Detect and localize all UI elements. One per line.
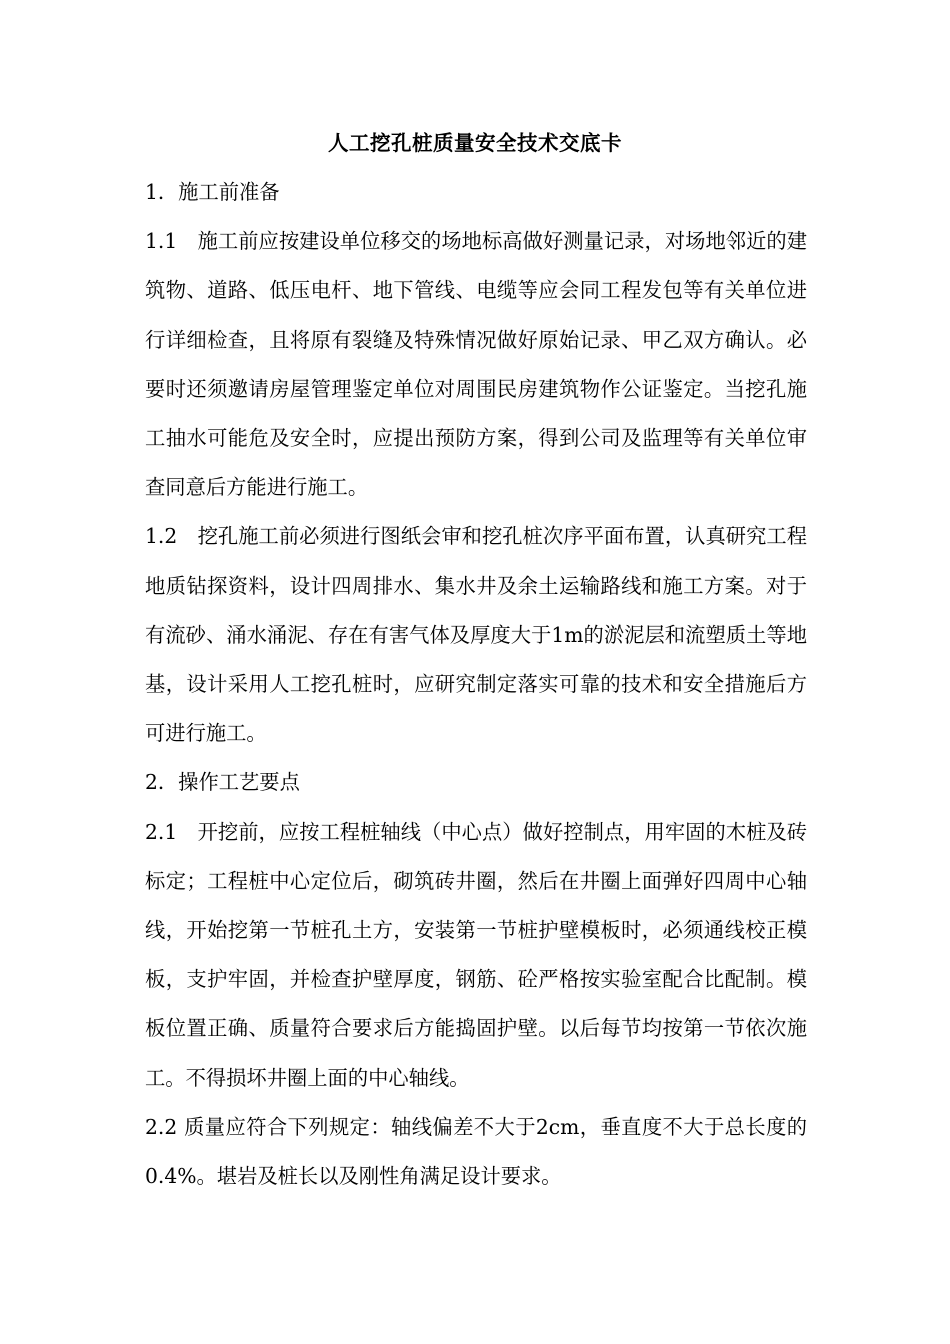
document-body (145, 168, 807, 1201)
section-heading-operation: 2．操作工艺要点 (145, 770, 300, 795)
document-title: 人工挖孔桩质量安全技术交底卡 (328, 131, 622, 155)
paragraph-2-1: 2.1 开挖前，应按工程桩轴线（中心点）做好控制点，用牢固的木桩及砖标定；工程桩中心定位后，砌筑砖井圈，然后在井圈上面弹好四周中心轴线，开始挖第一节桩孔土方，安装第一节桩护壁模板时，必须通线校正模板，支护牢固，并检查护壁厚度，钢筋、砼严格按实验室配合比配制。模板位置正确、质量符合要求后方能捣固护壁。以后每节均按第一节依次施工。不得损坏井圈上面的中心轴线。 (145, 819, 807, 1090)
paragraph-1-2: 1.2 挖孔施工前必须进行图纸会审和挖孔桩次序平面布置，认真研究工程地质钻探资料，设计四周排水、集水井及余土运输路线和施工方案。对于有流砂、涌水涌泥、存在有害气体及厚度大于1m的淤泥层和流塑质土等地基，设计采用人工挖孔桩时，应研究制定落实可靠的技术和安全措施后方可进行施工。 (145, 524, 807, 746)
paragraph-1-1: 1.1 施工前应按建设单位移交的场地标高做好测量记录，对场地邻近的建筑物、道路、低压电杆、地下管线、电缆等应会同工程发包等有关单位进行详细检查，且将原有裂缝及特殊情况做好原始记录、甲乙双方确认。必要时还须邀请房屋管理鉴定单位对周围民房建筑物作公证鉴定。当挖孔施工抽水可能危及安全时，应提出预防方案，得到公司及监理等有关单位审查同意后方能进行施工。 (145, 229, 807, 500)
section-heading-preparation: 1．施工前准备 (145, 180, 280, 204)
paragraph-2-2: 2.2 质量应符合下列规定：轴线偏差不大于2cm，垂直度不大于总长度的0.4%。堪岩及桩长以及刚性角满足设计要求。 (145, 1114, 807, 1189)
